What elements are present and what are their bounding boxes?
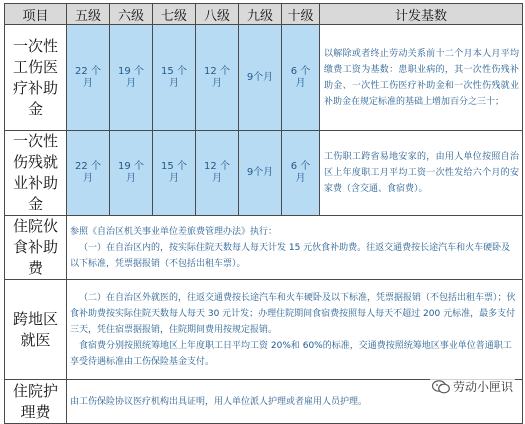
watermark-text: 劳动小匣识 <box>452 380 513 394</box>
benefits-table <box>4 3 523 424</box>
cross-region-food-lodging: 食宿费分别按照统筹地区上年度职工日平均工资 20%和 60%的标准，交通费按照统筹地区事业单位普通职工享受待遇标准由工伤保险基金支付。 <box>70 340 512 367</box>
row-meal-allowance <box>5 216 523 280</box>
value-medical-grade-8: 12 个 月 <box>196 25 239 131</box>
meal-allowance-in-region: （一）在自治区内的，按实际住院天数每人每天计发 15 元伙食补助费。往返交通费按长途汽车和火车硬卧及以下标准，凭票据报销（不包括出租车票）。 <box>70 242 511 269</box>
label-nursing-fee: 住院护 理费 <box>5 380 67 424</box>
row-employment-subsidy <box>5 131 523 216</box>
value-employment-grade-8: 12 个 月 <box>196 131 239 216</box>
value-employment-grade-9: 9个月 <box>239 131 282 216</box>
label-medical-subsidy: 一次性 工伤医 疗补助 金 <box>5 25 67 131</box>
label-employment-subsidy: 一次性 伤残就 业补助 金 <box>5 131 67 216</box>
value-medical-grade-10: 6 个 月 <box>282 25 320 131</box>
header-row <box>5 4 523 25</box>
value-medical-grade-7: 15 个 月 <box>153 25 196 131</box>
label-cross-region: 跨地区 就医 <box>5 280 67 380</box>
cross-region-outside: （二）在自治区外就医的，往返交通费按长途汽车和火车硬卧及以下标准，凭票据报销（不包括出租车票）；伙食补助费按实际住院天数每人每天 30 元计发；办理住院期间食宿费按照每人每天不超过 200 元标准，最多支付三天，凭住宿票据报销，住院期间费用按规定报销。 <box>70 292 516 335</box>
header-grade-10: 十级 <box>282 4 320 25</box>
value-employment-grade-10: 6 个 月 <box>282 131 320 216</box>
header-grade-8: 八级 <box>196 4 239 25</box>
value-medical-grade-6: 19 个 月 <box>110 25 153 131</box>
value-employment-grade-7: 15 个 月 <box>153 131 196 216</box>
header-grade-6: 六级 <box>110 4 153 25</box>
nursing-fee-text: 由工伤保险协议医疗机构出具证明，用人单位派人护理或者雇用人员护理。 <box>67 380 523 424</box>
header-grade-5: 五级 <box>67 4 110 25</box>
value-medical-grade-9: 9个月 <box>239 25 282 131</box>
value-medical-grade-5: 22 个 月 <box>67 25 110 131</box>
header-grade-9: 九级 <box>239 4 282 25</box>
basis-text-relocation: 工伤职工跨省易地安家的，由用人单位按照自治区上年度职工月平均工资一次性发给六个月的安家费（含交通、食宿费）。 <box>320 131 523 216</box>
watermark <box>430 378 515 395</box>
benefits-table-document <box>4 3 522 421</box>
header-basis: 计发基数 <box>320 4 523 25</box>
basis-text-calculation: 以解除或者终止劳动关系前十二个月本人月平均缴费工资为基数：患职业病的，其一次性伤残补助金、一次性工伤医疗补助金和一次性伤残就业补助金在规定标准的基础上增加百分之三十； <box>320 25 523 131</box>
label-meal-allowance: 住院伙 食补助 费 <box>5 216 67 280</box>
value-employment-grade-5: 22 个 月 <box>67 131 110 216</box>
chat-bubble-icon <box>432 380 450 394</box>
header-item: 项目 <box>5 4 67 25</box>
meal-allowance-text <box>67 216 523 280</box>
row-cross-region <box>5 280 523 380</box>
cross-region-text <box>67 280 523 380</box>
header-grade-7: 七级 <box>153 4 196 25</box>
row-medical-subsidy <box>5 25 523 131</box>
meal-allowance-intro: 参照《自治区机关事业单位差旅费管理办法》执行： <box>70 226 278 237</box>
value-employment-grade-6: 19 个 月 <box>110 131 153 216</box>
